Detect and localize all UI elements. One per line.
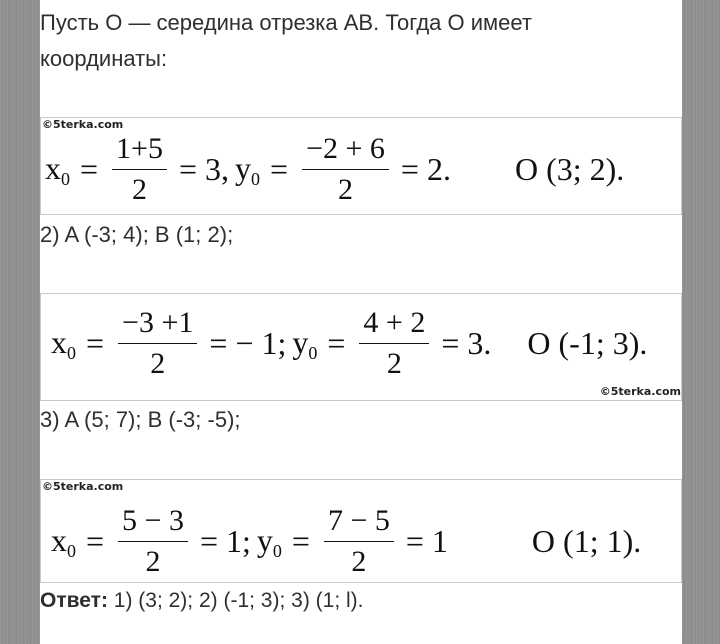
equals-sign: = (80, 151, 99, 187)
left-background (0, 0, 40, 644)
y-result: = 1 (405, 523, 448, 559)
formula-box-1 (40, 117, 682, 215)
y-numerator: −2 + 6 (302, 132, 389, 170)
x-fraction (118, 306, 197, 381)
y-label: $y_0$ (292, 323, 318, 363)
x-label: $x_0$ (51, 323, 76, 363)
answer-line (40, 589, 364, 613)
x-label: $x_0$ (51, 521, 76, 561)
equals-sign: = (327, 325, 346, 361)
x-numerator: −3 +1 (118, 306, 197, 344)
equals-sign: = (86, 325, 105, 361)
answer-text: 1) (3; 2); 2) (-1; 3); 3) (1; l). (107, 589, 364, 612)
answer-label: Ответ: (40, 589, 108, 612)
equals-sign: = (291, 523, 310, 559)
formula-2 (51, 306, 647, 381)
watermark: ©5terka.com (42, 480, 124, 493)
x-result: = − 1; (209, 325, 287, 361)
formula-3 (51, 504, 641, 579)
document-page (40, 0, 682, 644)
formula-1 (45, 132, 624, 207)
x-fraction (112, 132, 167, 207)
formula-box-2 (40, 293, 682, 401)
y-numerator: 7 − 5 (324, 504, 394, 542)
midpoint-result: O (-1; 3). (527, 325, 648, 361)
x-result: = 3, (178, 151, 230, 187)
x-fraction (118, 504, 188, 579)
equals-sign: = (270, 151, 289, 187)
case-2-text: 2) A (-3; 4); B (1; 2); (40, 222, 234, 247)
x-label: $x_0$ (45, 149, 70, 189)
intro-text: Пусть O — середина отрезка AB. Тогда O имеет координаты: (40, 10, 532, 71)
y-result: = 3. (441, 325, 492, 361)
x-numerator: 1+5 (112, 132, 167, 170)
y-numerator: 4 + 2 (359, 306, 429, 344)
right-background (682, 0, 720, 644)
watermark: ©5terka.com (599, 385, 681, 398)
watermark: ©5terka.com (42, 118, 124, 131)
x-denominator: 2 (132, 173, 147, 206)
y-denominator: 2 (351, 545, 367, 578)
x-result: = 1; (199, 523, 251, 559)
midpoint-result: O (1; 1). (531, 523, 642, 559)
y-denominator: 2 (337, 173, 353, 206)
y-result: = 2. (400, 151, 451, 187)
y-denominator: 2 (386, 347, 402, 380)
y-fraction (324, 504, 394, 579)
y-label: $y_0$ (235, 149, 261, 189)
y-fraction (359, 306, 429, 381)
y-label: $y_0$ (256, 521, 282, 561)
formula-box-3 (40, 479, 682, 583)
x-denominator: 2 (145, 545, 161, 578)
y-fraction (302, 132, 389, 207)
x-denominator: 2 (150, 347, 166, 380)
case-3-text: 3) A (5; 7); B (-3; -5); (40, 407, 241, 432)
x-numerator: 5 − 3 (118, 504, 188, 542)
midpoint-result: O (3; 2). (514, 151, 625, 187)
equals-sign: = (86, 523, 105, 559)
